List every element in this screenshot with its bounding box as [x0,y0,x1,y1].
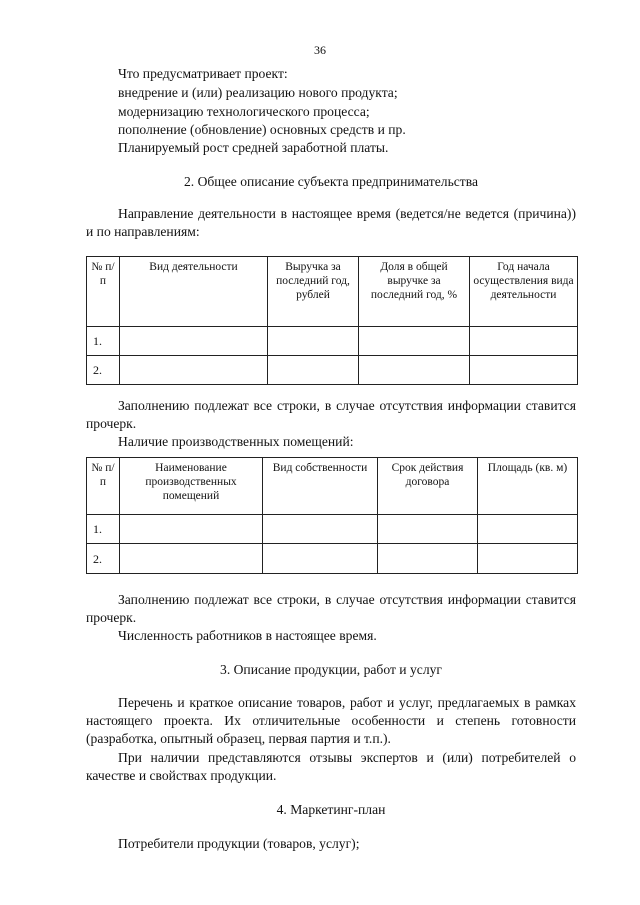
table-cell [359,356,470,385]
table-header: № п/п [87,257,120,327]
intro-line: Что предусматривает проект: [118,66,288,81]
table-cell: 1. [87,327,120,356]
premises-label: Наличие производственных помещений: [118,434,354,449]
table-cell [120,515,263,544]
table-header: Наименование производственных помещений [120,458,263,515]
table-row [87,515,578,544]
table-row [87,544,578,574]
reviews-paragraph: При наличии представляются отзывы экспертов и (или) потребителей о качестве и свойствах продукции. [86,750,576,783]
premises-table [86,457,578,574]
table-header: Год начала осуществления вида деятельности [470,257,578,327]
section-heading: 2. Общее описание субъекта предпринимательства [183,174,479,189]
table-header: Вид деятельности [120,257,268,327]
table-row [87,356,578,385]
table-header: Вид собственности [263,458,378,515]
table-header: Доля в общей выручке за последний год, % [359,257,470,327]
table-header: Площадь (кв. м) [478,458,578,515]
table-cell [470,356,578,385]
table-header: Выручка за последний год, рублей [268,257,359,327]
table-cell: 2. [87,356,120,385]
employees-line: Численность работников в настоящее время. [118,628,377,643]
table-cell [359,327,470,356]
table-cell [478,515,578,544]
products-paragraph: Перечень и краткое описание товаров, работ и услуг, предлагаемых в рамках настоящего проекта. Их отличительные особенности и степень готовности (разработка, опытный образец, первая партия и т.п.). [86,695,576,746]
section-heading: 4. Маркетинг-план [276,802,386,817]
table-cell [120,544,263,574]
table-cell [378,515,478,544]
table-cell: 1. [87,515,120,544]
activity-paragraph: Направление деятельности в настоящее время (ведется/не ведется (причина)) и по направлениям: [86,206,576,239]
activity-table [86,256,578,385]
page-number: 36 [314,43,326,57]
consumers-line: Потребители продукции (товаров, услуг); [118,836,360,851]
intro-line: внедрение и (или) реализацию нового продукта; [118,85,398,100]
table-header: Срок действия договора [378,458,478,515]
table-cell [268,327,359,356]
table-row [87,327,578,356]
table-cell [470,327,578,356]
table-cell [268,356,359,385]
table-cell [120,327,268,356]
table-cell [478,544,578,574]
fill-note: Заполнению подлежат все строки, в случае отсутствия информации ставится прочерк. [86,398,576,431]
intro-line: модернизацию технологического процесса; [118,104,370,119]
table-cell [263,544,378,574]
table-cell [378,544,478,574]
table-header: № п/п [87,458,120,515]
table-cell [120,356,268,385]
intro-line: пополнение (обновление) основных средств и пр. [118,122,406,137]
table-cell: 2. [87,544,120,574]
intro-line: Планируемый рост средней заработной платы. [118,140,389,155]
section-heading: 3. Описание продукции, работ и услуг [220,662,442,677]
fill-note: Заполнению подлежат все строки, в случае отсутствия информации ставится прочерк. [86,592,576,625]
table-cell [263,515,378,544]
